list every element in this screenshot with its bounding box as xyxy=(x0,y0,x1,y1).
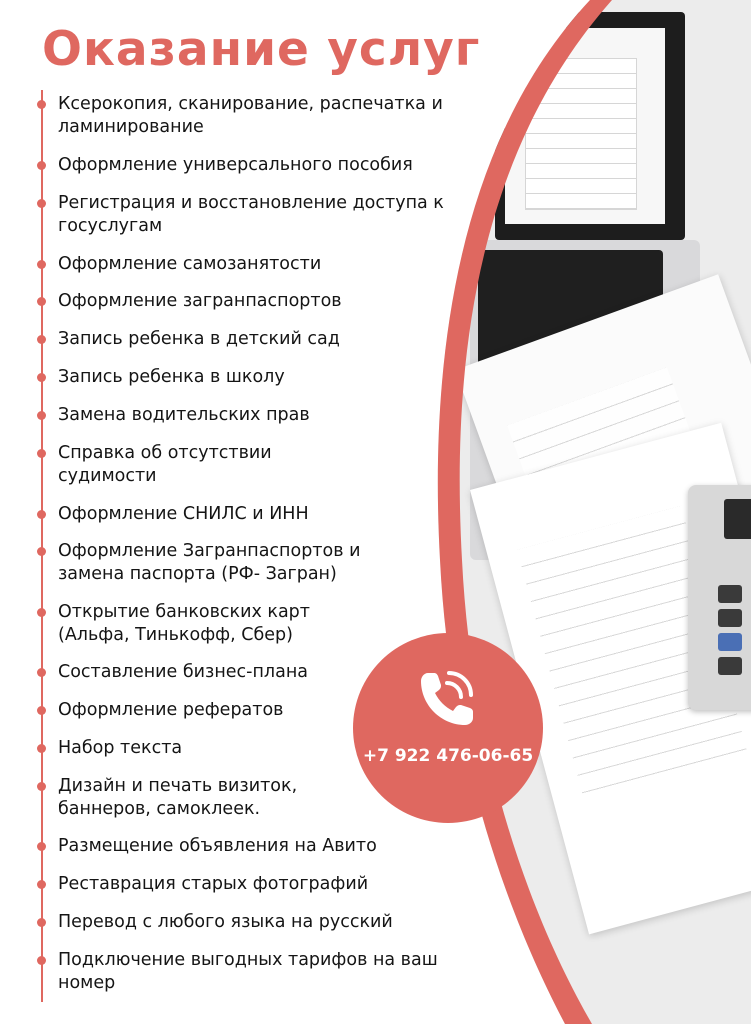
service-label: Запись ребенка в детский сад xyxy=(58,329,340,349)
service-label: Перевод с любого языка на русский xyxy=(58,912,393,932)
bullet-icon xyxy=(37,608,46,617)
service-item xyxy=(58,404,458,427)
bullet-icon xyxy=(37,335,46,344)
service-label: Ксерокопия, сканирование, распечатка и ламинирование xyxy=(58,94,443,137)
service-label: Оформление загранпаспортов xyxy=(58,291,342,311)
service-label: Регистрация и восстановление доступа к госуслугам xyxy=(58,193,444,236)
bullet-icon xyxy=(37,373,46,382)
bullet-icon xyxy=(37,260,46,269)
service-item xyxy=(58,540,388,586)
bullet-icon xyxy=(37,411,46,420)
bullet-icon xyxy=(37,782,46,791)
service-label: Реставрация старых фотографий xyxy=(58,874,369,894)
service-label: Подключение выгодных тарифов на ваш номер xyxy=(58,950,438,993)
service-label: Набор текста xyxy=(58,738,183,758)
service-item xyxy=(58,253,458,276)
service-label: Запись ребенка в школу xyxy=(58,367,285,387)
service-label: Составление бизнес-плана xyxy=(58,662,309,682)
page-title: Оказание услуг xyxy=(42,22,481,77)
service-item xyxy=(58,835,458,858)
bullet-icon xyxy=(37,842,46,851)
bullet-icon xyxy=(37,744,46,753)
service-item xyxy=(58,154,458,177)
service-label: Оформление самозанятости xyxy=(58,254,322,274)
bullet-icon xyxy=(37,547,46,556)
service-item xyxy=(58,93,458,139)
bullet-icon xyxy=(37,100,46,109)
service-item xyxy=(58,290,458,313)
bullet-icon xyxy=(37,449,46,458)
phone-icon xyxy=(407,663,479,735)
service-label: Замена водительских прав xyxy=(58,405,310,425)
service-label: Оформление Загранпаспортов и замена паспорта (РФ- Загран) xyxy=(58,541,361,584)
service-label: Справка об отсутствии судимости xyxy=(58,443,272,486)
service-item xyxy=(58,775,328,821)
phone-number[interactable]: +7 922 476-06-65 xyxy=(362,746,534,766)
bullet-icon xyxy=(37,956,46,965)
service-item xyxy=(58,442,318,488)
service-label: Дизайн и печать визиток, баннеров, самоклеек. xyxy=(58,776,298,819)
bullet-icon xyxy=(37,297,46,306)
service-item xyxy=(58,911,458,934)
bullet-icon xyxy=(37,918,46,927)
service-label: Размещение объявления на Авито xyxy=(58,836,377,856)
bullet-icon xyxy=(37,199,46,208)
service-label: Открытие банковских карт (Альфа, Тинькофф, Сбер) xyxy=(58,602,310,645)
bullet-icon xyxy=(37,510,46,519)
bullet-line xyxy=(41,90,43,1002)
service-item xyxy=(58,328,458,351)
service-item xyxy=(58,601,348,647)
service-item xyxy=(58,366,458,389)
bullet-icon xyxy=(37,161,46,170)
service-item xyxy=(58,503,458,526)
service-item xyxy=(58,873,458,896)
bullet-icon xyxy=(37,668,46,677)
bullet-icon xyxy=(37,706,46,715)
service-item xyxy=(58,949,478,995)
bullet-icon xyxy=(37,880,46,889)
service-label: Оформление СНИЛС и ИНН xyxy=(58,504,309,524)
service-label: Оформление рефератов xyxy=(58,700,284,720)
service-item xyxy=(58,192,458,238)
service-label: Оформление универсального пособия xyxy=(58,155,413,175)
